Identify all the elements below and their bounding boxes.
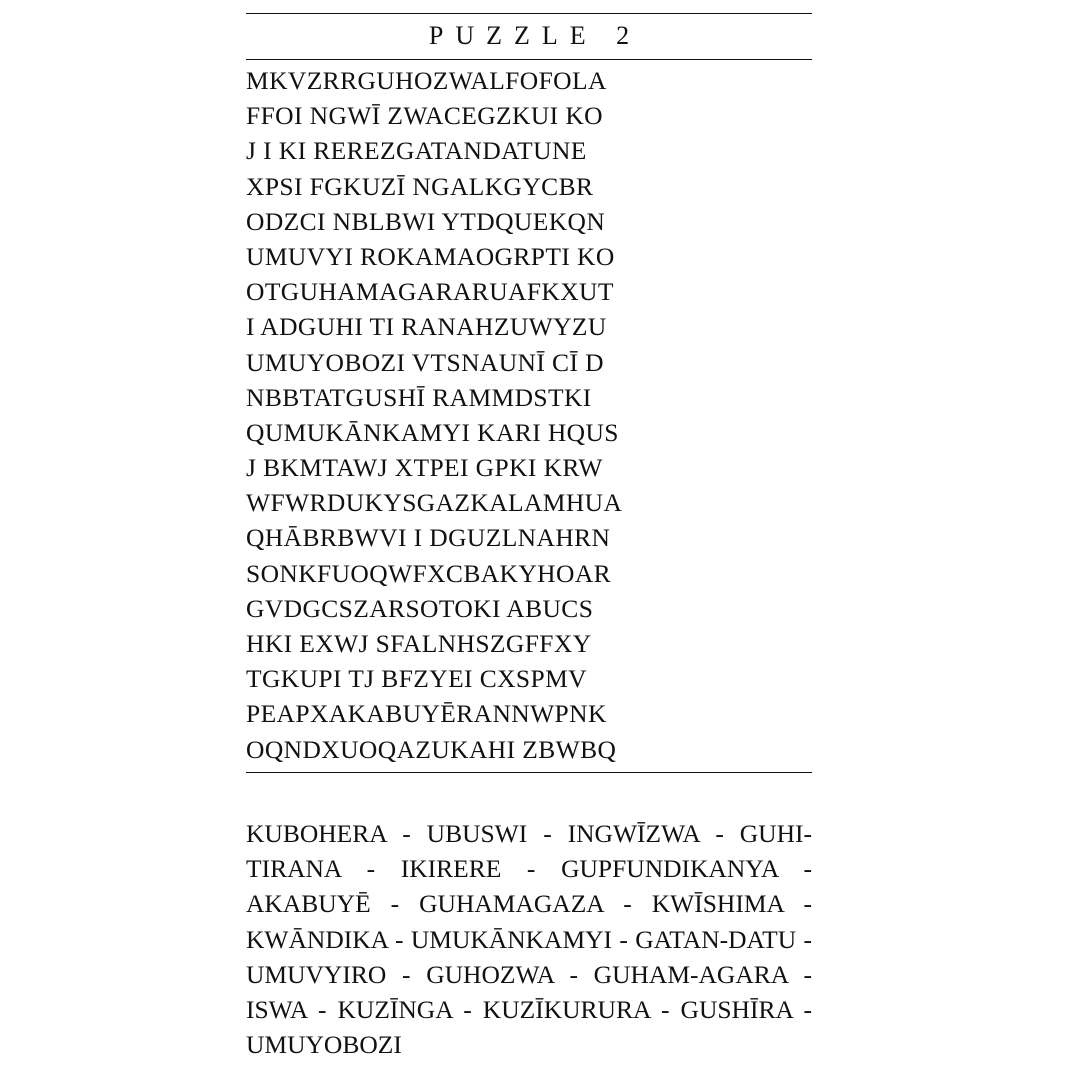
- grid-row: XPSI FGKUZĪ NGALKGYCBR: [246, 171, 594, 201]
- grid-row: OQNDXUOQAZUKAHI ZBWBQ: [246, 734, 617, 764]
- grid-row: J I KI REREZGATANDATUNE: [246, 136, 587, 166]
- top-rule: [246, 13, 812, 14]
- grid-row: TGKUPI TJ BFZYEI CXSPMV: [246, 664, 587, 694]
- grid-row: FFOI NGWĪ ZWACEGZKUI KO: [246, 101, 603, 131]
- puzzle-title: PUZZLE 2: [428, 21, 642, 50]
- grid-row: QHĀBRBWVI I DGUZLNAHRN: [246, 523, 611, 553]
- grid-row: WFWRDUKYSGAZKALAMHUA: [246, 488, 623, 518]
- grid-row: ODZCI NBLBWI YTDQUEKQN: [246, 206, 606, 236]
- grid-row: NBBTATGUSHĪ RAMMDSTKI: [246, 382, 592, 412]
- title-rule: [246, 59, 812, 60]
- word-search-grid: [246, 63, 846, 767]
- grid-row: UMUVYI ROKAMAOGRPTI KO: [246, 241, 615, 271]
- grid-row: HKI EXWJ SFALNHSZGFFXY: [246, 629, 592, 658]
- puzzle-page: [246, 0, 812, 1080]
- grid-bottom-rule: [246, 772, 812, 773]
- grid-row: PEAPXAKABUYĒRANNWPNK: [246, 699, 607, 729]
- grid-row: MKVZRRGUHOZWALFOFOLA: [246, 66, 607, 95]
- grid-row: SONKFUOQWFXCBAKYHOAR: [246, 558, 612, 588]
- grid-row: J BKMTAWJ XTPEI GPKI KRW: [246, 453, 603, 483]
- grid-row: QUMUKĀNKAMYI KARI HQUS: [246, 417, 619, 447]
- grid-row: GVDGCSZARSOTOKI ABUCS: [246, 593, 594, 623]
- word-list: KUBOHERA - UBUSWI - INGWĪZWA - GUHI-TIRANA - IKIRERE - GUPFUNDIKANYA - AKABUYĒ - GUHAMAGAZA - KWĪSHIMA - KWĀNDIKA - UMUKĀNKAMYI - GATAN-DATU - UMUVYIRO - GUHOZWA - GUHAM-AGARA - ISWA - KUZĪNGA - KUZĪKURURA - GUSHĪRA - UMUYOBOZI: [246, 819, 812, 1060]
- grid-row: I ADGUHI TI RANAHZUWYZU: [246, 312, 607, 342]
- grid-row: OTGUHAMAGARARUAFKXUT: [246, 277, 614, 307]
- grid-row: UMUYOBOZI VTSNAUNĪ CĪ D: [246, 347, 604, 377]
